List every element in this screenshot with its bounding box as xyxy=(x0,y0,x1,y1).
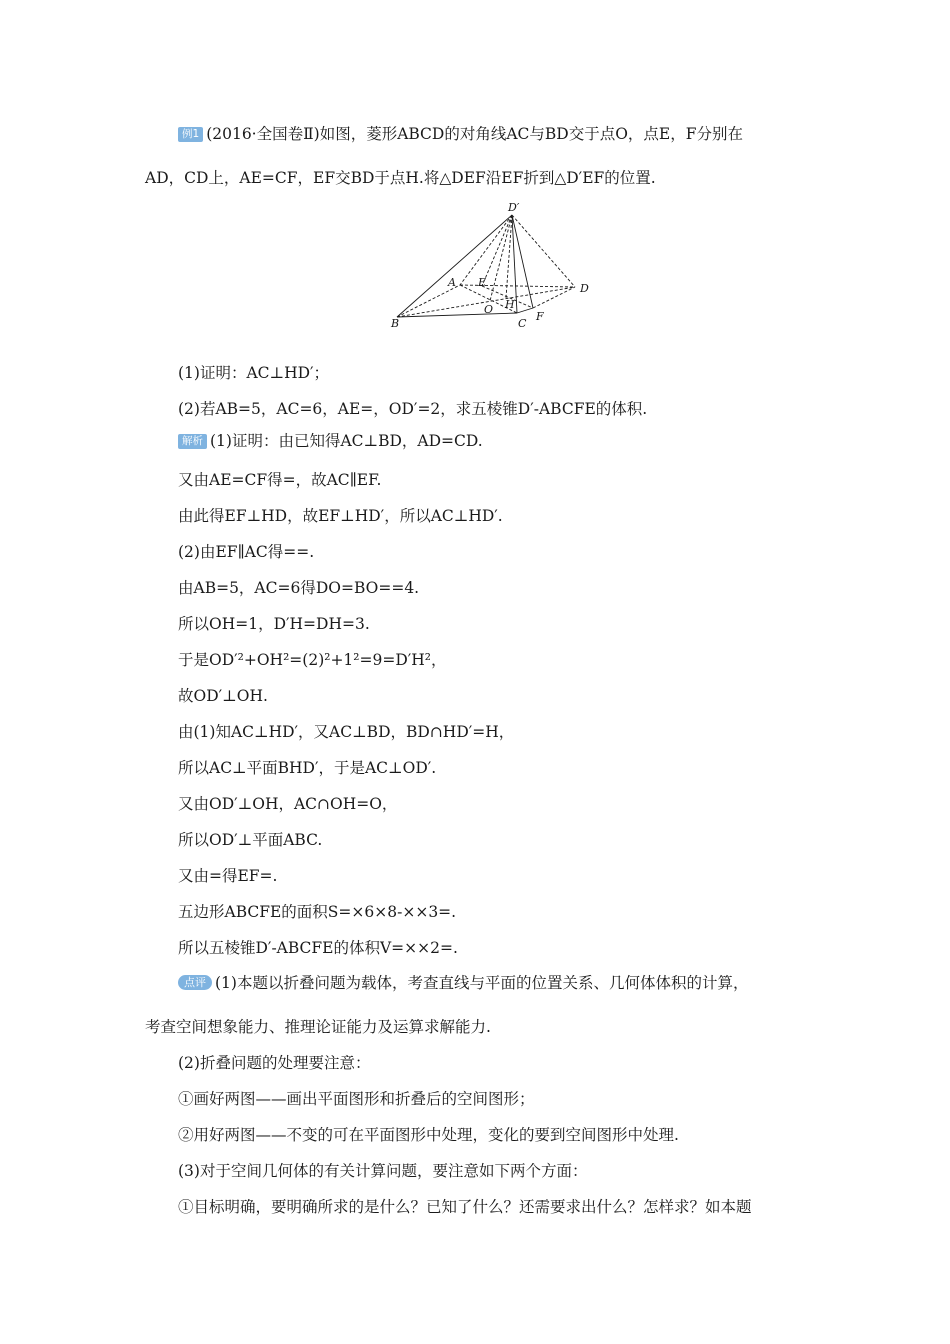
solution-line-9: 由(1)知AC⊥HD′，又AC⊥BD，BD∩HD′=H， xyxy=(178,723,515,741)
problem-part-2: (2)若AB=5，AC=6，AE=，OD′=2，求五棱锥D′-ABCFE的体积. xyxy=(178,400,648,418)
edge-DpA xyxy=(460,215,512,285)
solution-text-1: (1)证明：由已知得AC⊥BD，AD=CD. xyxy=(210,432,483,450)
solution-line-11: 又由OD′⊥OH，AC∩OH=O， xyxy=(178,795,398,813)
solution-line-1 xyxy=(178,430,483,452)
problem-text-1: (2016·全国卷Ⅱ)如图，菱形ABCD的对角线AC与BD交于点O，点E，F分别在 xyxy=(206,125,743,143)
solution-line-8: 故OD′⊥OH. xyxy=(178,687,268,705)
comment-line-3: (2)折叠问题的处理要注意： xyxy=(178,1054,371,1072)
label-B: B xyxy=(391,317,400,330)
comment-line-4: ①画好两图——画出平面图形和折叠后的空间图形； xyxy=(178,1090,535,1108)
label-Dp: D′ xyxy=(508,201,520,214)
solution-line-12: 所以OD′⊥平面ABC. xyxy=(178,831,323,849)
solution-line-5: 由AB=5，AC=6得DO=BO==4. xyxy=(178,579,420,597)
edge-DpO xyxy=(490,215,512,301)
problem-line-2: AD，CD上，AE=CF，EF交BD于点H.将△DEF沿EF折到△D′EF的位置. xyxy=(145,169,656,187)
edge-BC xyxy=(397,313,517,317)
comment-line-5: ②用好两图——不变的可在平面图形中处理，变化的要到空间图形中处理. xyxy=(178,1126,679,1144)
solution-line-7: 于是OD′²+OH²=(2)²+1²=9=D′H²， xyxy=(178,651,447,669)
pyramid-figure xyxy=(385,200,605,335)
label-O: O xyxy=(484,303,494,316)
pyramid-diagram xyxy=(385,200,605,335)
comment-text-1: (1)本题以折叠问题为载体，考查直线与平面的位置关系、几何体体积的计算， xyxy=(215,974,749,992)
solution-line-2: 又由AE=CF得=，故AC∥EF. xyxy=(178,471,382,489)
comment-line-1 xyxy=(178,972,748,994)
label-A: A xyxy=(448,276,456,289)
comment-line-2: 考查空间想象能力、推理论证能力及运算求解能力. xyxy=(145,1018,491,1036)
solution-line-14: 五边形ABCFE的面积S=×6×8-××3=. xyxy=(178,903,457,921)
solution-line-15: 所以五棱锥D′-ABCFE的体积V=××2=. xyxy=(178,939,458,957)
comment-tag: 点评 xyxy=(178,975,212,990)
solution-line-3: 由此得EF⊥HD，故EF⊥HD′，所以AC⊥HD′. xyxy=(178,507,503,525)
edge-CF xyxy=(517,308,533,313)
label-E: E xyxy=(478,276,487,289)
analysis-tag: 解析 xyxy=(178,434,207,449)
edge-DpD xyxy=(512,215,575,287)
edge-BA xyxy=(397,285,460,317)
edge-DpB xyxy=(397,215,512,317)
label-D: D xyxy=(580,282,589,295)
problem-part-1: (1)证明：AC⊥HD′； xyxy=(178,364,330,382)
comment-line-7: ①目标明确，要明确所求的是什么？已知了什么？还需要求出什么？怎样求？如本题 xyxy=(178,1198,752,1216)
solution-line-13: 又由=得EF=. xyxy=(178,867,278,885)
edge-DpF xyxy=(512,215,533,308)
label-F: F xyxy=(536,310,544,323)
edge-FD xyxy=(533,287,575,308)
solution-line-4: (2)由EF∥AC得==. xyxy=(178,543,315,561)
label-C: C xyxy=(518,317,527,330)
comment-line-6: (3)对于空间几何体的有关计算问题，要注意如下两个方面： xyxy=(178,1162,588,1180)
example-tag: 例1 xyxy=(178,127,203,142)
problem-line-1 xyxy=(178,123,743,145)
label-H: H xyxy=(505,298,515,311)
solution-line-10: 所以AC⊥平面BHD′，于是AC⊥OD′. xyxy=(178,759,437,777)
solution-line-6: 所以OH=1，D′H=DH=3. xyxy=(178,615,370,633)
